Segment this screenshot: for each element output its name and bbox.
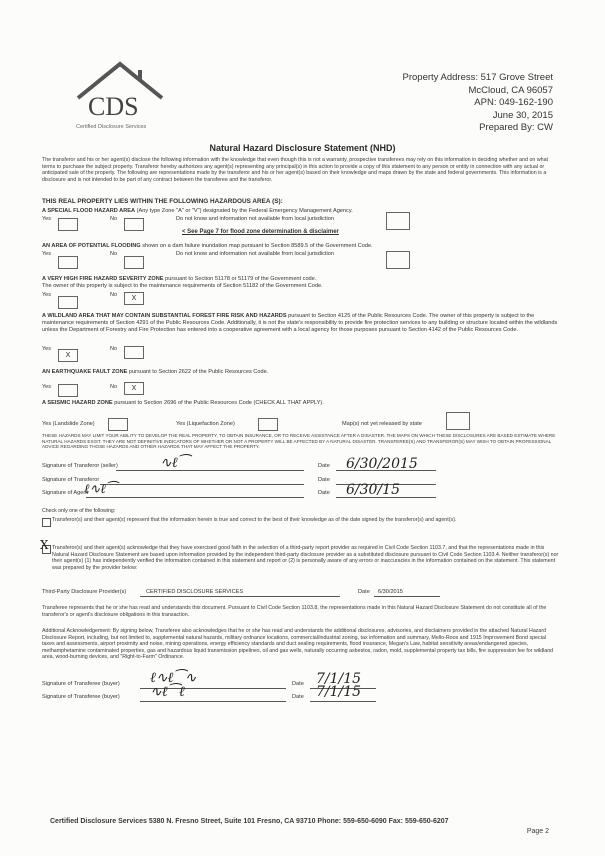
- q3-no-label: No: [110, 292, 118, 298]
- option-a-checkbox[interactable]: [42, 518, 51, 527]
- transferee-represents: Transferee represents that he or she has read and understands this document. Pursuant to Civil Code Section 1103.8, the representations made in this Natural Hazard Disclosure Statement do not constitute all of the transferor's or agent's disclosure obligations in this transaction.: [42, 605, 547, 618]
- q4-wildland-area: A WILDLAND AREA THAT MAY CONTAIN SUBSTANTIAL FOREST FIRE RISK AND HAZARDS pursuant to Section 4125 of the Public Resources Code. The owner of this property is subject to the maintenance requirements of Section 4291 of the Public Resources Code. Additionally, it is not the state's responsibility to provide fire protection services to any building or structure located within the wildlands unless the Department of Forestry and Fire Protection has entered into a cooperative agreement with a local agency for those purposes pursuant to Section 4142 of the Public Resources Code.: [42, 313, 558, 333]
- q5-yes-label: Yes: [42, 384, 51, 390]
- transferor-seller-line: [116, 470, 304, 471]
- q2-potential-flooding: AN AREA OF POTENTIAL FLOODING shown on a dam failure inundation map pursuant to Section 8589.5 of the Government Code.: [42, 243, 373, 249]
- q6-not-released-box[interactable]: [446, 412, 470, 430]
- intro-paragraph: The transferor and his or her agent(s) disclose the following information with the knowledge that even though this is not a warranty, prospective transferees may rely on this information in deciding whether and on what terms to purchase the subject property. Transferor hereby authorizes any agent(s) representing any principal(s) in this action to provide a copy of this statement to any person or entity in connection with any actual or anticipated sale of the property. The following are representations made by the transferor and his or her agent(s) based on their knowledge and maps drawn by the state and federal governments. This information is a disclosure and is not intended to be part of any contract between the transferee and the transferor.: [42, 157, 549, 183]
- q6-liquefaction-label: Yes (Liquefaction Zone): [176, 421, 235, 427]
- transferor-seller-label: Signature of Transferor (seller): [42, 463, 118, 469]
- page-number: Page 2: [526, 828, 549, 835]
- property-info: [403, 72, 554, 135]
- transferee2-signature: ∿ℓ⁀ℓ: [150, 684, 185, 700]
- q5-no-box[interactable]: X: [124, 382, 144, 395]
- property-apn: APN: 049-162-190: [474, 97, 553, 109]
- agent-signature: ℓ∿ℓ⁀: [84, 482, 117, 497]
- option-a-text: Transferor(s) and their agent(s) represent that the information herein is true and correct to the best of their knowledge as of the date signed by the transferor(s) and agent(s).: [52, 517, 457, 523]
- additional-acknowledgement: Additional Acknowledgement: By signing below, Transferee also acknowledges that he or she has read and understands the additional disclosures, advisories, and disclaimers provided in the attached Natural Hazard Disclosure Report, including, but not limited to, supplemental natural hazards, military ordnance locations, commercial/industrial zoning, tax information and summary, Mello-Roos and 1915 Improvement Bond special taxes and assessments, airport proximity and noise, mining operations, energy efficiency standards and duct sealing requirements, flood insurance, Megan's Law, habitat sensitivity areas/endangered species, methamphetamine contaminated properties, gas and hazardous liquid transmission pipelines, oil and gas wells, naturally occurring asbestos, radon, mold, supplemental property tax bills, fire suppression fee for wildland area, wood-burning devices, and "Right-to-Farm" Ordinance.: [42, 628, 554, 661]
- q1-dnk-box[interactable]: [386, 212, 410, 230]
- provider-date-line: [374, 596, 440, 597]
- transferee-date-label: Date: [292, 681, 304, 687]
- footer-contact: Certified Disclosure Services 5380 N. Fresno Street, Suite 101 Fresno, CA 93710 Phone: 559-650-6090 Fax: 559-650-6207: [50, 818, 449, 825]
- q6-seismic-hazard: A SEISMIC HAZARD ZONE pursuant to Section 2696 of the Public Resources Code (CHECK ALL THAT APPLY).: [42, 400, 324, 406]
- transferor-seller-signature: ∿ℓ⁀: [160, 455, 189, 471]
- option-b-text: Transferor(s) and their agent(s) acknowledge that they have exercised good faith in the selection of a third-party report provider as required in Civil Code Section 1103.7, and that the representations made in this Natural Hazard Disclosure Statement are based upon information provided by the independent third-party disclosure provider as a substituted disclosure pursuant to Civil Code Section 1103.4. Neither transferor(s) nor their agent(s) (1) has independently verified the information contained in this statement and report or (2) is personally aware of any errors or inaccuracies in the information contained on the statement. This statement was prepared by the provider below:: [52, 545, 559, 571]
- provider-date: 6/30/2015: [378, 589, 403, 595]
- q2-no-box[interactable]: [124, 256, 144, 269]
- agent-line: [86, 497, 304, 498]
- property-city: McCloud, CA 96057: [468, 84, 553, 96]
- house-roof-icon: [70, 58, 175, 133]
- q1-see-note: < See Page 7 for flood zone determination & disclaimer: [182, 229, 339, 235]
- q4-no-box[interactable]: [124, 346, 144, 359]
- q1-yes-label: Yes: [42, 216, 51, 222]
- q6-not-released-label: Map(s) not yet released by state: [342, 421, 422, 427]
- transferee2-date-line: [310, 701, 376, 702]
- q6-landslide-label: Yes (Landslide Zone): [42, 421, 95, 427]
- q3-no-box[interactable]: X: [124, 292, 144, 305]
- transferee-date-handwritten: 7/1/15: [316, 671, 362, 687]
- transferee2-line: [140, 701, 286, 702]
- hazard-warning: THESE HAZARDS MAY LIMIT YOUR ABILITY TO DEVELOP THE REAL PROPERTY, TO OBTAIN INSURANCE, OR TO RECEIVE ASSISTANCE AFTER A DISASTER. THE MAPS ON WHICH THESE DISCLOSURES ARE BASED ESTIMATE WHERE NATURAL HAZARDS EXIST. THEY ARE NOT DEFINITIVE INDICATORS OF WHETHER OR NOT A PROPERTY WILL BE AFFECTED BY A NATURAL DISASTER. TRANSFEREE(S) AND TRANSFEROR(S) MAY WISH TO OBTAIN PROFESSIONAL ADVICE REGARDING THOSE HAZARDS AND OTHER HAZARDS THAT MAY AFFECT THE PROPERTY.: [42, 433, 556, 450]
- provider-label: Third-Party Disclosure Provider(s): [42, 589, 127, 595]
- cds-logo: [70, 58, 175, 133]
- q1-yes-box[interactable]: [58, 218, 78, 231]
- q1-flood-hazard: A SPECIAL FLOOD HAZARD AREA (Any type Zone "A" or "V") designated by the Federal Emergency Management Agency.: [42, 208, 353, 214]
- provider-line: [140, 596, 340, 597]
- document-title: Natural Hazard Disclosure Statement (NHD): [209, 143, 396, 153]
- q3-yes-label: Yes: [42, 292, 51, 298]
- option-b-check-mark: X: [40, 538, 49, 552]
- transferor-label: Signature of Transferor: [42, 477, 100, 483]
- property-address: Property Address: 517 Grove Street: [402, 72, 553, 83]
- prepared-by: Prepared By: CW: [479, 122, 553, 134]
- q3-yes-box[interactable]: [58, 296, 78, 309]
- transferor-date-handwritten: 6/30/2015: [346, 456, 418, 472]
- transferee-label: Signature of Transferee (buyer): [42, 681, 120, 687]
- date-label-2: Date: [318, 477, 330, 483]
- transferor-line: [100, 484, 304, 485]
- date-label-3: Date: [318, 490, 330, 496]
- q6-landslide-box[interactable]: [108, 418, 128, 431]
- section-heading: THIS REAL PROPERTY LIES WITHIN THE FOLLOWING HAZARDOUS AREA (S):: [42, 198, 283, 205]
- logo-tagline: Certified Disclosure Services: [76, 124, 147, 130]
- q5-yes-box[interactable]: [58, 384, 78, 397]
- q4-yes-box[interactable]: X: [58, 349, 78, 362]
- check-one-label: Check only one of the following:: [42, 508, 116, 514]
- q2-yes-label: Yes: [42, 251, 51, 257]
- q2-dnk-label: Do not know and information not available from local jurisdiction: [176, 251, 334, 257]
- provider-date-label: Date: [358, 589, 370, 595]
- q4-yes-label: Yes: [42, 346, 51, 352]
- agent-label: Signature of Agent: [42, 490, 89, 496]
- q2-yes-box[interactable]: [58, 256, 78, 269]
- q5-earthquake-fault: AN EARTHQUAKE FAULT ZONE pursuant to Section 2622 of the Public Resources Code.: [42, 369, 269, 375]
- q6-liquefaction-box[interactable]: [258, 418, 278, 431]
- transferee2-label: Signature of Transferee (buyer): [42, 694, 120, 700]
- q5-no-label: No: [110, 384, 118, 390]
- transferee2-date-handwritten: 7/1/15: [316, 684, 362, 700]
- q2-dnk-box[interactable]: [386, 251, 410, 269]
- q4-no-label: No: [110, 346, 118, 352]
- q1-dnk-label: Do not know and information not available from local jurisdiction: [176, 216, 334, 222]
- q1-no-box[interactable]: [124, 218, 144, 231]
- q3-fire-hazard: A VERY HIGH FIRE HAZARD SEVERITY ZONE pursuant to Section 51178 or 51179 of the Government code. The owner of this property is subject to the maintenance requirements of Section 51182 of the Government Code.: [42, 276, 323, 289]
- report-date: June 30, 2015: [492, 109, 553, 121]
- provider-value: CERTIFIED DISCLOSURE SERVICES: [146, 589, 244, 595]
- date-label: Date: [318, 463, 330, 469]
- transferee2-date-label: Date: [292, 694, 304, 700]
- q2-no-label: No: [110, 251, 118, 257]
- q1-no-label: No: [110, 216, 118, 222]
- logo-text: CDS: [88, 92, 139, 121]
- agent-date-handwritten: 6/30/15: [346, 482, 400, 498]
- transferee-signature: ℓ∿ℓ⁀∿: [150, 670, 197, 686]
